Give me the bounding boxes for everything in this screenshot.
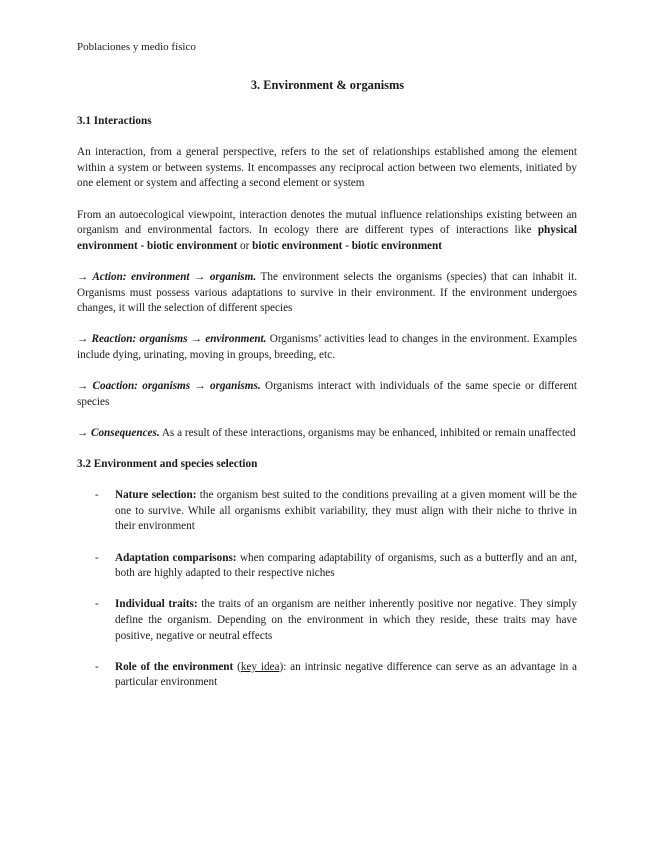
paragraph-autoecological bbox=[77, 208, 577, 255]
list-item-text: the organism best suited to the conditions prevailing at a given moment will be the one to survive. While all organisms exhibit variability, they must align with their niche to thrive in their environment bbox=[115, 489, 577, 533]
list-item-text: the traits of an organism are neither inherently positive nor negative. They simply define the organism. Depending on the environment in which they reside, these traits may have positive, negative or neutral effects bbox=[115, 598, 577, 642]
paragraph-consequences bbox=[77, 426, 577, 442]
coaction-label: → Coaction: organisms → organisms. bbox=[77, 380, 261, 393]
bold-biotic-biotic: biotic environment - biotic environment bbox=[252, 239, 442, 252]
list-item-text: ): an intrinsic negative difference can serve as an advantage in a particular environment bbox=[115, 660, 577, 689]
bold-physical-biotic: physical environment - biotic environment bbox=[77, 224, 577, 252]
connector-or: or bbox=[237, 239, 253, 252]
list-item-individual-traits bbox=[77, 597, 577, 644]
section-heading-species-selection: 3.2 Environment and species selection bbox=[77, 458, 258, 471]
page-header: Poblaciones y medio físico bbox=[77, 41, 196, 53]
document-title: 3. Environment & organisms bbox=[250, 78, 405, 92]
list-item-text: when comparing adaptability of organisms, such as a butterfly and an ant, both are highly adapted to their respective niches bbox=[115, 551, 577, 580]
action-text: The environment selects the organisms (species) that can inhabit it. Organisms must possess various adaptations to survive in their environment. If the environment undergoes changes, it will the selection of different species bbox=[77, 270, 577, 315]
list-dash-marker: - bbox=[95, 598, 99, 611]
consequences-text: As a result of these interactions, organisms may be enhanced, inhibited or remain unaffected bbox=[159, 426, 576, 439]
list-dash-marker: - bbox=[95, 489, 99, 502]
action-label: → Action: environment → organism. bbox=[77, 270, 257, 283]
list-item-label: Individual traits: bbox=[115, 598, 198, 611]
list-item-nature-selection bbox=[77, 488, 577, 535]
open-paren: ( bbox=[233, 660, 241, 673]
reaction-label: → Reaction: organisms → environment. bbox=[77, 333, 267, 346]
paragraph-action bbox=[77, 270, 577, 317]
document-body bbox=[77, 114, 577, 707]
list-item-role-of-environment bbox=[77, 660, 577, 691]
key-idea-underlined: key idea bbox=[240, 660, 280, 673]
consequences-label: → Consequences. bbox=[77, 426, 160, 439]
paragraph-autoecological-text: From an autoecological viewpoint, interaction denotes the mutual influence relationships existing between an organism and environmental factors. In ecology there are different types of interactions like bbox=[77, 208, 577, 237]
list-dash-marker: - bbox=[95, 551, 99, 564]
section-heading-interactions: 3.1 Interactions bbox=[77, 115, 152, 127]
paragraph-interaction-definition: An interaction, from a general perspective, refers to the set of relationships established among the element within a system or between systems. It encompasses any reciprocal action between two elements, initiated by one element or system and affecting a second element or system bbox=[77, 146, 577, 190]
list-item-label: Nature selection: bbox=[115, 489, 197, 502]
species-selection-list bbox=[77, 488, 577, 691]
list-item-label: Adaptation comparisons: bbox=[115, 551, 237, 564]
list-item-adaptation-comparisons bbox=[77, 551, 577, 582]
paragraph-coaction bbox=[77, 379, 577, 410]
list-item-label: Role of the environment bbox=[115, 660, 234, 673]
reaction-text: Organisms’ activities lead to changes in the environment. Examples include dying, urinating, moving in groups, breeding, etc. bbox=[77, 333, 577, 361]
coaction-text: Organisms interact with individuals of the same specie or different species bbox=[77, 380, 578, 408]
paragraph-reaction bbox=[77, 332, 577, 363]
list-dash-marker: - bbox=[95, 660, 99, 673]
